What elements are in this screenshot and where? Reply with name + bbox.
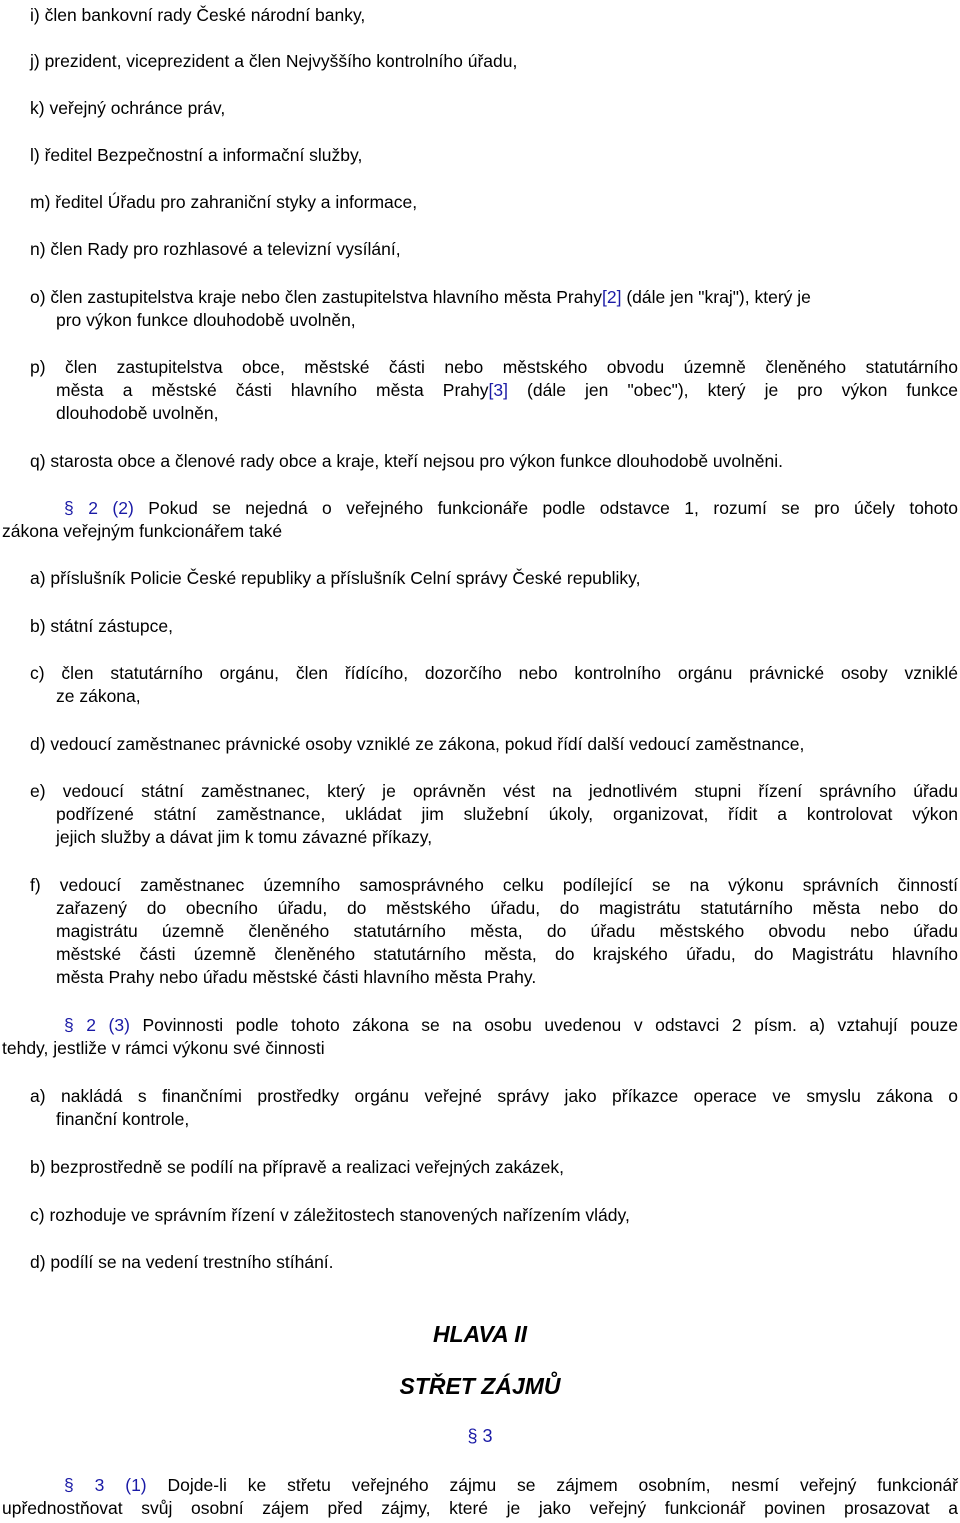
para3-item-b: b) bezprostředně se podílí na přípravě a realizaci veřejných zakázek, xyxy=(30,1157,565,1177)
item-p-line1: p) člen zastupitelstva obce, městské části nebo městského obvodu územně členěného statutárního xyxy=(30,357,958,377)
para2-item-e-line2: podřízené státní zaměstnance, ukládat jim služební úkoly, organizovat, řídit a kontrolovat výkon xyxy=(56,804,958,824)
para2-heading: § 2 (2) Pokud se nejedná o veřejného funkcionáře podle odstavce 1, rozumí se pro účely tohoto xyxy=(64,498,958,518)
para2-item-a: a) příslušník Policie České republiky a příslušník Celní správy České republiky, xyxy=(30,568,641,588)
footnote-link-2[interactable]: [2] xyxy=(601,287,622,307)
hlava-subtitle: STŘET ZÁJMŮ xyxy=(399,1373,561,1399)
item-p-line2: města a městské části hlavního města Prahy[3] (dále jen "obec"), který je pro výkon funkce xyxy=(56,380,958,400)
para2-item-c-line1: c) člen statutárního orgánu, člen řídícího, dozorčího nebo kontrolního orgánu právnické osoby vzniklé xyxy=(30,663,958,683)
item-j: j) prezident, viceprezident a člen Nejvyššího kontrolního úřadu, xyxy=(30,51,518,71)
section-link-2[interactable]: § 2 (2) xyxy=(64,498,134,518)
para3-item-a-line1: a) nakládá s finančními prostředky orgánu veřejné správy jako příkazce operace ve smyslu zákona o xyxy=(30,1086,958,1106)
section-3-link[interactable]: § 3 xyxy=(467,1426,493,1446)
para2-item-b: b) státní zástupce, xyxy=(30,616,173,636)
para2-item-f-line3: magistrátu územně členěného statutárního města, do úřadu městského obvodu nebo úřadu xyxy=(56,921,958,941)
item-q: q) starosta obce a členové rady obce a kraje, kteří nejsou pro výkon funkce dlouhodobě uvolněni. xyxy=(30,451,783,471)
para2-item-f-line4: městské části územně členěného statutárního města, do krajského úřadu, do Magistrátu hlavního xyxy=(56,944,958,964)
section-link-3[interactable]: § 3 (1) xyxy=(64,1475,147,1495)
item-l: l) ředitel Bezpečnostní a informační služby, xyxy=(30,145,363,165)
para3-heading: § 2 (3) Povinnosti podle tohoto zákona se na osobu uvedenou v odstavci 2 písm. a) vztahují pouze xyxy=(64,1015,958,1035)
para2-item-f-line5: města Prahy nebo úřadu městské části hlavního města Prahy. xyxy=(56,967,537,987)
hlava-title: HLAVA II xyxy=(432,1321,528,1347)
para31-heading: § 3 (1) Dojde-li ke střetu veřejného zájmu se zájmem osobním, nesmí veřejný funkcionář xyxy=(64,1475,959,1495)
para2-item-f-line2: zařazený do obecního úřadu, do městského úřadu, do magistrátu statutárního města nebo do xyxy=(56,898,958,918)
section-sign-icon: § xyxy=(64,1015,74,1035)
para2-item-e-line3: jejich služby a dávat jim k tomu závazné příkazy, xyxy=(56,827,433,847)
item-m: m) ředitel Úřadu pro zahraniční styky a informace, xyxy=(30,192,418,212)
para3-heading-line2: tehdy, jestliže v rámci výkonu své činnosti xyxy=(2,1038,325,1058)
footnote-link-3[interactable]: [3] xyxy=(488,380,508,400)
para3-item-c: c) rozhoduje ve správním řízení v záležitostech stanovených nařízením vlády, xyxy=(30,1205,630,1225)
section-sign-icon: § xyxy=(64,498,74,518)
para2-item-d: d) vedoucí zaměstnanec právnické osoby vzniklé ze zákona, pokud řídí další vedoucí zaměstnance, xyxy=(30,734,805,754)
para3-item-a-line2: finanční kontrole, xyxy=(56,1109,190,1129)
para31-line2: upřednostňovat svůj osobní zájem před zájmy, které je jako veřejný funkcionář povinen prosazovat a xyxy=(2,1498,958,1518)
section-sign-icon: § xyxy=(467,1426,478,1446)
item-p-line3: dlouhodobě uvolněn, xyxy=(56,403,219,423)
item-k: k) veřejný ochránce práv, xyxy=(30,98,226,118)
para2-item-c-line2: ze zákona, xyxy=(56,686,141,706)
para2-heading-line2: zákona veřejným funkcionářem také xyxy=(2,521,283,541)
item-o-line2: pro výkon funkce dlouhodobě uvolněn, xyxy=(56,310,356,330)
section-link-2b[interactable]: § 2 (3) xyxy=(64,1015,130,1035)
item-o-line1: o) člen zastupitelstva kraje nebo člen zastupitelstva hlavního města Prahy[2] (dále jen "kraj"), který je xyxy=(30,287,811,307)
para2-item-f-line1: f) vedoucí zaměstnanec územního samosprávného celku podílející se na výkonu správních činností xyxy=(30,875,958,895)
para3-item-d: d) podílí se na vedení trestního stíhání. xyxy=(30,1252,334,1272)
para2-item-e-line1: e) vedoucí státní zaměstnanec, který je oprávněn vést na jednotlivém stupni řízení správního úřadu xyxy=(30,781,958,801)
section-sign-icon: § xyxy=(64,1475,74,1495)
item-i: i) člen bankovní rady České národní banky, xyxy=(30,5,366,25)
item-n: n) člen Rady pro rozhlasové a televizní vysílání, xyxy=(30,239,401,259)
